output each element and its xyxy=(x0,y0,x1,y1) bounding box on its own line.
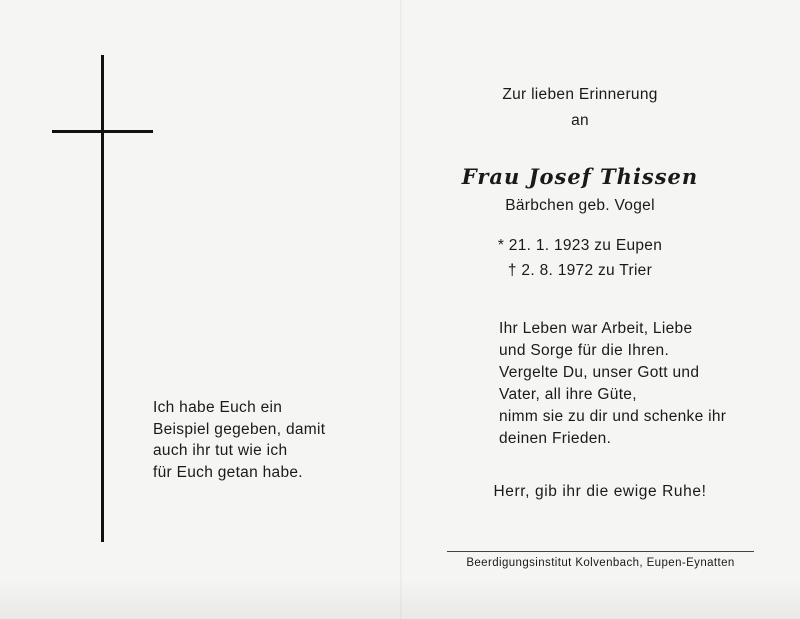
memorial-verse-line: Vergelte Du, unser Gott und xyxy=(499,364,700,381)
deceased-name: Frau Josef Thissen xyxy=(461,164,699,189)
funeral-home-credit: Beerdigungsinstitut Kolvenbach, Eupen-Eynatten xyxy=(466,557,735,569)
paper-shadow xyxy=(0,579,800,619)
memorial-verse-line: Ihr Leben war Arbeit, Liebe xyxy=(499,320,693,337)
bible-verse-line: Ich habe Euch ein xyxy=(153,399,283,416)
bible-verse-line: Beispiel gegeben, damit xyxy=(153,420,326,438)
memorial-verse-line: Vater, all ihre Güte, xyxy=(499,386,637,403)
memorial-verse-line: nimm sie zu dir und schenke ihr xyxy=(499,408,727,425)
memorial-heading: Zur lieben Erinnerung xyxy=(502,86,658,103)
bible-verse-line: auch ihr tut wie ich xyxy=(153,442,288,459)
memorial-verse-line: deinen Frieden. xyxy=(499,430,612,447)
memorial-verse-line: und Sorge für die Ihren. xyxy=(499,342,670,359)
memorial-verse xyxy=(499,318,726,450)
memorial-heading-an: an xyxy=(571,112,589,129)
maiden-name: Bärbchen geb. Vogel xyxy=(505,197,655,214)
prayer-line: Herr, gib ihr die ewige Ruhe! xyxy=(493,483,707,500)
birth-date: * 21. 1. 1923 zu Eupen xyxy=(497,237,663,254)
footer-divider xyxy=(447,551,754,552)
cross-vertical-beam xyxy=(101,55,104,542)
cross-horizontal-beam xyxy=(52,130,153,133)
death-date: † 2. 8. 1972 zu Trier xyxy=(507,262,653,279)
card-fold xyxy=(400,0,402,619)
bible-verse xyxy=(153,397,383,483)
bible-verse-line: für Euch getan habe. xyxy=(153,463,303,481)
